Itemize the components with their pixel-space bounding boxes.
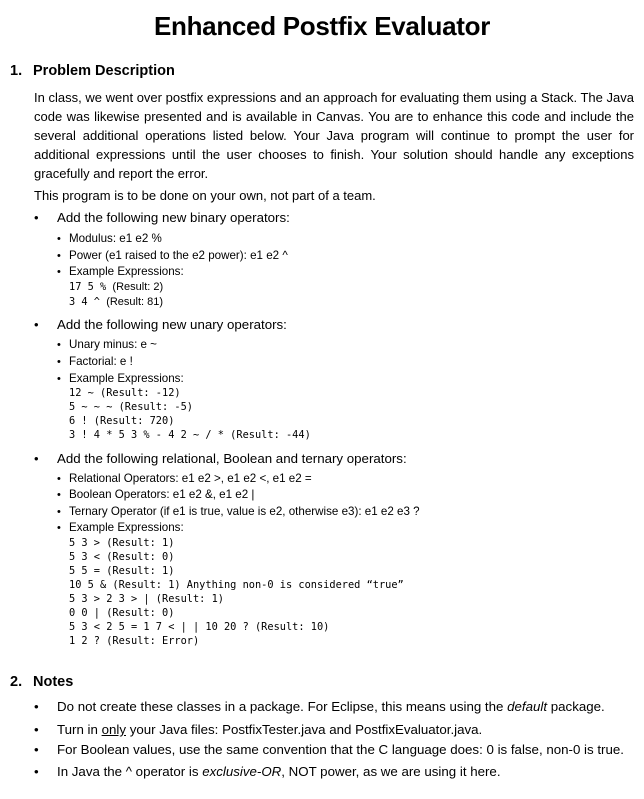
bullet-icon: • — [57, 233, 61, 245]
binary-item-power: • Power (e1 raised to the e2 power): e1 e2 ^ — [57, 249, 288, 262]
section1-heading — [10, 63, 175, 79]
binary-example-2: 3 4 ^ (Result: 81) — [69, 296, 164, 308]
bullet-icon: • — [57, 522, 61, 534]
section1-number: 1. — [10, 63, 23, 79]
relational-example-1: 5 3 > (Result: 1) — [69, 537, 175, 549]
relational-item-relational: • Relational Operators: e1 e2 >, e1 e2 <, e1 e2 = — [57, 472, 312, 485]
unary-heading: Add the following new unary operators: — [57, 317, 287, 332]
relational-example-6: 0 0 | (Result: 0) — [69, 607, 175, 619]
unary-item-examples: • Example Expressions: — [57, 372, 184, 385]
relational-example-5: 5 3 > 2 3 > | (Result: 1) — [69, 593, 224, 605]
bullet-icon: • — [57, 506, 61, 518]
bullet-icon: • — [57, 339, 61, 351]
bullet-icon: • — [34, 699, 39, 714]
bullet-icon: • — [34, 764, 39, 779]
unary-example-4: 3 ! 4 * 5 3 % - 4 2 ~ / * (Result: -44) — [69, 429, 311, 441]
unary-example-3: 6 ! (Result: 720) — [69, 415, 175, 427]
bullet-icon: • — [34, 451, 39, 466]
relational-item-ternary: • Ternary Operator (if e1 is true, value is e2, otherwise e3): e1 e2 e3 ? — [57, 505, 420, 518]
unary-operators-bullet — [34, 317, 634, 332]
bullet-icon: • — [34, 317, 39, 332]
bullet-icon: • — [57, 250, 61, 262]
bullet-icon: • — [57, 489, 61, 501]
note-xor: • In Java the ^ operator is exclusive-OR, NOT power, as we are using it here. — [34, 764, 501, 779]
bullet-icon: • — [57, 473, 61, 485]
relational-item-examples: • Example Expressions: — [57, 521, 184, 534]
relational-example-7: 5 3 < 2 5 = 1 7 < | | 10 20 ? (Result: 10) — [69, 621, 330, 633]
unary-item-minus: • Unary minus: e ~ — [57, 338, 157, 351]
relational-example-3: 5 5 = (Result: 1) — [69, 565, 175, 577]
bullet-icon: • — [57, 373, 61, 385]
bullet-icon: • — [57, 266, 61, 278]
relational-example-4: 10 5 & (Result: 1) Anything non-0 is considered “true” — [69, 579, 404, 591]
binary-operators-bullet — [34, 210, 634, 225]
unary-example-2: 5 ~ ~ ~ (Result: -5) — [69, 401, 193, 413]
section2-title: Notes — [33, 674, 74, 690]
section1-title: Problem Description — [33, 63, 175, 79]
note-package: • Do not create these classes in a package. For Eclipse, this means using the default package. — [34, 699, 605, 714]
relational-heading: Add the following relational, Boolean and ternary operators: — [57, 451, 407, 466]
bullet-icon: • — [34, 210, 39, 225]
binary-example-1: 17 5 % (Result: 2) — [69, 281, 164, 293]
relational-item-boolean: • Boolean Operators: e1 e2 &, e1 e2 | — [57, 488, 255, 501]
bullet-icon: • — [34, 722, 39, 737]
bullet-icon: • — [34, 742, 39, 757]
bullet-icon: • — [57, 356, 61, 368]
document-title: Enhanced Postfix Evaluator — [153, 11, 491, 41]
relational-example-2: 5 3 < (Result: 0) — [69, 551, 175, 563]
solo-paragraph: This program is to be done on your own, not part of a team. — [34, 188, 376, 203]
note-boolean: • For Boolean values, use the same convention that the C language does: 0 is false, non-0 is true. — [34, 742, 624, 757]
binary-item-examples: • Example Expressions: — [57, 265, 184, 278]
unary-example-1: 12 ~ (Result: -12) — [69, 387, 181, 399]
relational-example-8: 1 2 ? (Result: Error) — [69, 635, 200, 647]
note-turn-in: • Turn in only your Java files: PostfixTester.java and PostfixEvaluator.java. — [34, 722, 483, 737]
unary-item-factorial: • Factorial: e ! — [57, 355, 133, 368]
section2-number: 2. — [10, 674, 23, 690]
section2-heading — [10, 674, 73, 690]
relational-operators-bullet — [34, 451, 634, 466]
binary-item-modulus: • Modulus: e1 e2 % — [57, 232, 162, 245]
binary-heading: Add the following new binary operators: — [57, 210, 290, 225]
problem-paragraph: In class, we went over postfix expressions and an approach for evaluating them using a Stack. The Java code was likewise presented and is available in Canvas. You are to enhance this code and include the several additional operations listed below. Your Java program will continue to prompt the user for additional expressions until the user chooses to finish. Your solution should handle any exceptions gracefully and report the error. — [34, 90, 634, 181]
